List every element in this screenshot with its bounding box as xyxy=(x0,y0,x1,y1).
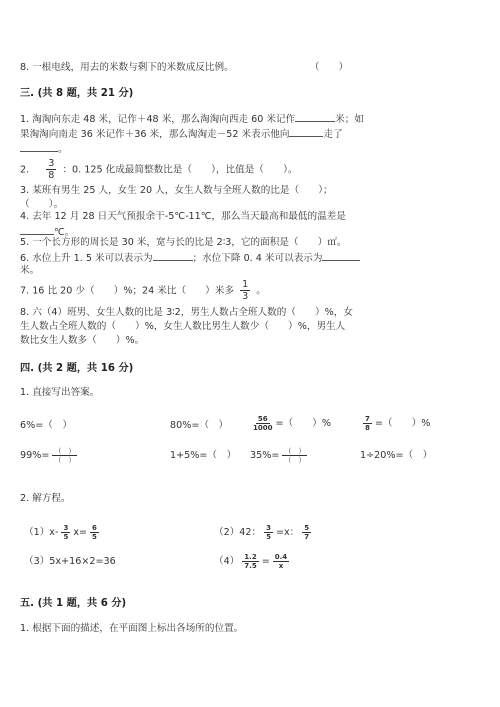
s3-q8-line3: 数比女生人数多（ ）%。 xyxy=(20,335,145,346)
question-text: ；水位下降 0. 4 米可以表示为 xyxy=(192,253,323,264)
answer-blank[interactable] xyxy=(20,141,58,152)
s4-q2-title: 2. 解方程。 xyxy=(20,493,71,504)
answer-paren: （ ） xyxy=(309,62,349,73)
s3-q2 xyxy=(20,158,297,182)
answer-blank[interactable] xyxy=(20,224,54,235)
question-text: 6. 水位上升 1. 5 米可以表示为 xyxy=(20,253,153,264)
fraction: $\frac{7}{8}$ xyxy=(365,414,370,432)
calc-item: 99%= $\frac{( )}{( )}$ xyxy=(20,446,76,464)
calc-item: 80%=（ ） xyxy=(170,420,229,431)
answer-blank[interactable] xyxy=(289,126,323,137)
calc-item: 1÷20%=（ ） xyxy=(360,450,433,461)
calc-item: 1+5%=（ ） xyxy=(170,450,237,461)
s3-q1-line2 xyxy=(20,126,343,142)
question-text: 8. 一根电线，用去的米数与剩下的米数成反比例。 xyxy=(20,62,234,73)
s5-q1: 1. 根据下面的描述，在平面图上标出各场所的位置。 xyxy=(20,623,244,634)
equation-1: （1）x- $\frac{3}{5}$ x= $\frac{6}{5}$ xyxy=(24,523,97,541)
fraction: $\frac{1}{3}$ xyxy=(242,279,249,302)
equation-4: （4） $\frac{1.2}{7.5}$ = $\frac{0.4}{x}$ xyxy=(214,552,288,570)
s3-q1-line3 xyxy=(20,141,68,157)
calc-item: $\frac{7}{8}$ =（ ）% xyxy=(365,414,431,432)
fraction: $\frac{56}{1000}$ xyxy=(253,414,273,432)
s3-q6-line2: 米。 xyxy=(20,265,40,276)
question-number: 2. xyxy=(20,164,30,176)
question-text: ℃。 xyxy=(54,227,75,238)
equation-3: （3）5x+16×2=36 xyxy=(24,556,116,567)
calc-item: $\frac{56}{1000}$ =（ ）% xyxy=(253,414,332,432)
calc-item: 6%=（ ） xyxy=(20,420,73,431)
s3-q8-line2: 生人数占全班人数的（ ）%，女生人数比男生人数少（ ）%，男生人 xyxy=(20,321,346,332)
s4-q1-title: 1. 直接写出答案。 xyxy=(20,387,100,398)
fraction: $\frac{( )}{( )}$ xyxy=(284,446,306,464)
fraction: $\frac{3}{5}$ xyxy=(63,523,69,541)
section-3-header: 三. (共 8 题，共 21 分) xyxy=(20,88,134,99)
answer-blank[interactable] xyxy=(153,250,193,261)
section-4-header: 四. (共 2 题，共 16 分) xyxy=(20,363,134,374)
calc-item: 35%= $\frac{( )}{( )}$ xyxy=(250,446,306,464)
fraction: $\frac{1.2}{7.5}$ xyxy=(244,552,257,570)
answer-blank[interactable] xyxy=(322,250,360,261)
s3-q8-line1: 8. 六（4）班男、女生人数的比是 3∶2，男生人数占全班人数的（ ）%，女 xyxy=(20,307,353,318)
s3-q7 xyxy=(20,279,266,303)
fraction: $\frac{3}{5}$ xyxy=(266,523,271,541)
fraction: $\frac{6}{5}$ xyxy=(92,523,97,541)
s3-q1-line1 xyxy=(20,111,364,127)
question-text: 1. 淘淘向东走 48 米，记作＋48 米，那么淘淘向西走 60 米记作 xyxy=(20,114,296,125)
fraction: $\frac{3}{8}$ xyxy=(48,158,55,181)
question-text: 走了 xyxy=(323,129,343,140)
question-text: 7. 16 比 20 少（ ）%；24 米比（ ）米多 xyxy=(20,285,235,297)
answer-blank[interactable] xyxy=(295,111,335,122)
equation-2: （2）42： $\frac{3}{5}$ =x： $\frac{5}{7}$ xyxy=(214,523,310,541)
s3-q6-line1 xyxy=(20,250,360,266)
s3-q4-line1: 4. 去年 12 月 28 日天气预报余干-5℃-11℃，那么当天最高和最低的温差是 xyxy=(20,211,346,222)
question-text: ：0. 125 化成最简整数比是（ ），比值是（ ）。 xyxy=(62,164,298,176)
fraction: $\frac{0.4}{x}$ xyxy=(274,552,288,570)
question-text: 。 xyxy=(58,144,68,155)
s3-q3-line2: （ ）。 xyxy=(20,199,64,210)
fraction: $\frac{5}{7}$ xyxy=(304,523,310,541)
question-text: 。 xyxy=(256,285,266,297)
s3-q3-line1: 3. 某班有男生 25 人，女生 20 人，女生人数与全班人数的比是（ ）； xyxy=(20,185,333,196)
section-5-header: 五. (共 1 题，共 6 分) xyxy=(20,598,127,609)
fraction: $\frac{( )}{( )}$ xyxy=(54,446,76,464)
s3-q5: 5. 一个长方形的周长是 30 米，宽与长的比是 2∶3，它的面积是（ ）㎡。 xyxy=(20,237,347,248)
question-8-prev xyxy=(20,61,348,75)
question-text: 果淘淘向南走 36 米记作＋36 米，那么淘淘走－52 米表示他向 xyxy=(20,129,290,140)
question-text: 米；如 xyxy=(335,114,364,125)
